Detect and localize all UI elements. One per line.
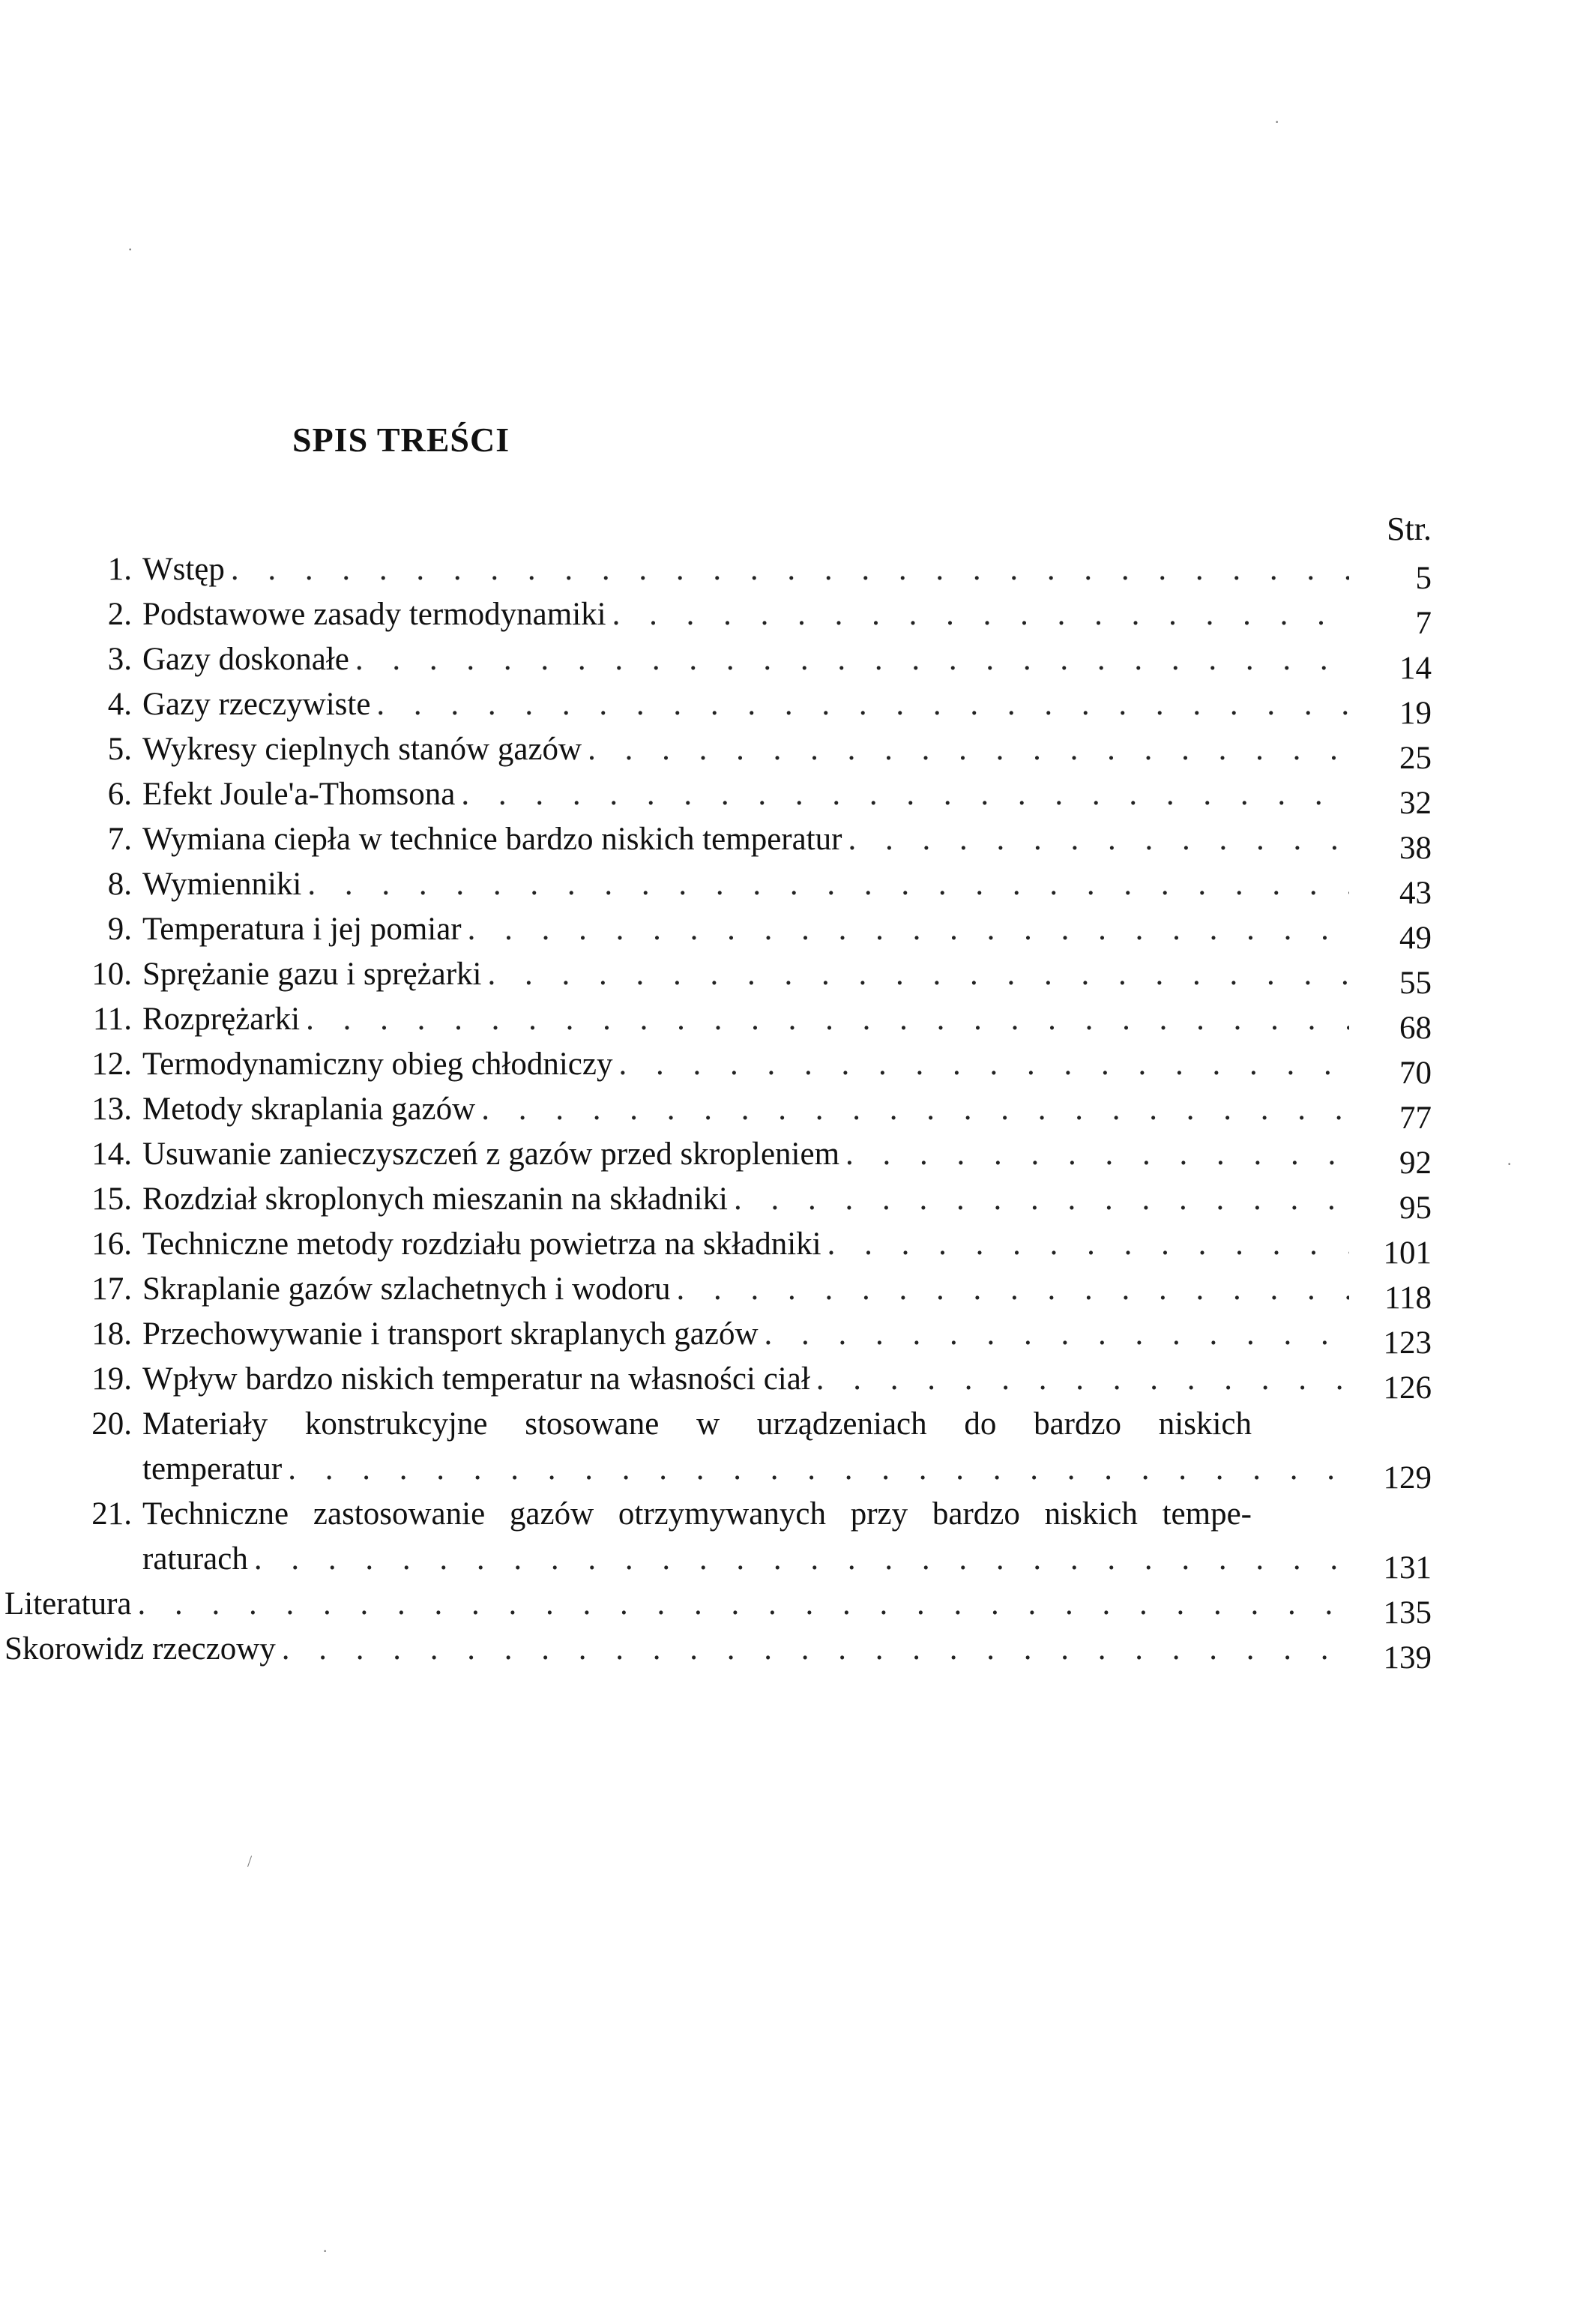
dot-leader (839, 1132, 1349, 1177)
entry-title-line-2: temperatur (142, 1451, 283, 1487)
dot-leader (455, 772, 1349, 817)
entry-title: Podstawowe zasady termodynamiki (142, 597, 606, 632)
entry-title: Gazy doskonałe (142, 642, 349, 677)
entry-page: 139 (1383, 1640, 1432, 1676)
scan-speck: · (1507, 1155, 1513, 1173)
entry-number: 16. (91, 1226, 132, 1262)
entry-page: 118 (1384, 1280, 1432, 1316)
entry-page: 131 (1383, 1550, 1432, 1586)
dot-leader (462, 907, 1349, 952)
entry-page: 7 (1415, 606, 1432, 641)
entry-page: 70 (1399, 1056, 1432, 1091)
entry-number: 19. (91, 1361, 132, 1397)
entry-page: 129 (1383, 1460, 1432, 1496)
entry-title: Temperatura i jej pomiar (142, 912, 462, 947)
entry-number: 10. (91, 957, 132, 992)
entry-page: 25 (1399, 741, 1432, 776)
entry-title: Wykresy cieplnych stanów gazów (142, 732, 582, 767)
entry-title: Wymiana ciepła w technice bardzo niskich temperatur (142, 822, 842, 857)
entry-number: 17. (91, 1271, 132, 1307)
toc-entry (0, 1582, 1432, 1631)
entry-number: 4. (107, 687, 132, 722)
entry-number: 7. (107, 822, 132, 857)
dot-leader (481, 952, 1349, 997)
entry-page: 43 (1399, 876, 1432, 911)
toc-entry (66, 547, 1432, 596)
entry-page: 55 (1399, 966, 1432, 1001)
dot-leader (248, 1537, 1349, 1582)
entry-page: 32 (1399, 786, 1432, 821)
toc-entry (0, 1627, 1432, 1676)
entry-number: 20. (91, 1406, 132, 1442)
toc-entry (66, 1402, 1432, 1496)
toc-entry (66, 1132, 1432, 1181)
dot-leader (728, 1177, 1349, 1222)
entry-title-line-1: Techniczne zastosowanie gazów otrzymywanych przy bardzo niskich tempe- (142, 1496, 1252, 1532)
toc-entry (66, 772, 1432, 821)
entry-number: 6. (107, 777, 132, 812)
entry-page: 14 (1399, 651, 1432, 686)
entry-number: 11. (92, 1002, 132, 1037)
toc-entry (66, 1312, 1432, 1361)
entry-page: 101 (1383, 1235, 1432, 1271)
toc-entry (66, 952, 1432, 1001)
entry-number: 21. (91, 1496, 132, 1532)
toc-entry (66, 817, 1432, 866)
entry-number: 14. (91, 1137, 132, 1172)
dot-leader (759, 1312, 1350, 1357)
toc-entry (66, 1042, 1432, 1091)
dot-leader (370, 682, 1349, 727)
entry-number: 5. (107, 732, 132, 767)
entry-title: Usuwanie zanieczyszczeń z gazów przed skropleniem (142, 1137, 840, 1172)
dot-leader (842, 817, 1349, 862)
dot-leader (582, 727, 1349, 772)
entry-title: Gazy rzeczywiste (142, 687, 371, 722)
entry-title-line-2: raturach (142, 1541, 248, 1577)
entry-page: 92 (1399, 1146, 1432, 1181)
entry-number: 12. (91, 1047, 132, 1082)
entry-page: 38 (1399, 831, 1432, 866)
toc-entry (66, 1222, 1432, 1271)
entry-page: 5 (1415, 561, 1432, 596)
scan-speck: / (247, 1852, 253, 1870)
entry-page: 68 (1399, 1011, 1432, 1046)
dot-leader (606, 592, 1349, 637)
entry-page: 135 (1383, 1595, 1432, 1631)
toc-entry (66, 637, 1432, 686)
entry-title: Metody skraplania gazów (142, 1092, 476, 1127)
entry-title: Efekt Joule'a-Thomsona (142, 777, 456, 812)
entry-page: 19 (1399, 696, 1432, 731)
scan-speck: · (1274, 112, 1280, 131)
toc-entry (66, 1357, 1432, 1406)
dot-leader (475, 1087, 1349, 1132)
dot-leader (810, 1357, 1349, 1402)
entry-number: 8. (107, 867, 132, 902)
toc-entry (66, 682, 1432, 731)
entry-title: Wstęp (142, 552, 225, 587)
entry-number: 13. (91, 1092, 132, 1127)
entry-title: Przechowywanie i transport skraplanych gazów (142, 1316, 759, 1352)
toc-entry (66, 592, 1432, 641)
scan-speck: · (127, 240, 133, 259)
page-title: SPIS TREŚCI (292, 421, 510, 459)
entry-title: Termodynamiczny obieg chłodniczy (142, 1047, 613, 1082)
entry-number: 15. (91, 1181, 132, 1217)
entry-title: Skraplanie gazów szlachetnych i wodoru (142, 1271, 671, 1307)
toc-entry (66, 1267, 1432, 1316)
dot-leader (225, 547, 1349, 592)
dot-leader (612, 1042, 1349, 1087)
entry-page: 95 (1399, 1190, 1432, 1226)
entry-number: 18. (91, 1316, 132, 1352)
dot-leader (349, 637, 1349, 682)
entry-page: 126 (1383, 1370, 1432, 1406)
dot-leader (821, 1222, 1349, 1267)
entry-page: 123 (1383, 1325, 1432, 1361)
dot-leader (301, 862, 1349, 907)
toc-entry (66, 727, 1432, 776)
entry-number: 9. (107, 912, 132, 947)
entry-page: 49 (1399, 921, 1432, 956)
dot-leader (300, 997, 1349, 1042)
entry-title: Techniczne metody rozdziału powietrza na składniki (142, 1226, 821, 1262)
entry-title: Sprężanie gazu i sprężarki (142, 957, 482, 992)
entry-title: Rozdział skroplonych mieszanin na składniki (142, 1181, 728, 1217)
entry-title: Skorowidz rzeczowy (4, 1631, 276, 1667)
toc-entry (66, 862, 1432, 911)
toc-entry (66, 1087, 1432, 1136)
dot-leader (670, 1267, 1349, 1312)
entry-number: 2. (107, 597, 132, 632)
entry-title: Wymienniki (142, 867, 302, 902)
toc-entry (66, 1492, 1432, 1586)
entry-title: Rozprężarki (142, 1002, 301, 1037)
entry-title: Literatura (4, 1586, 132, 1622)
table-of-contents (4, 547, 1432, 1676)
entry-title-line-1: Materiały konstrukcyjne stosowane w urządzeniach do bardzo niskich (142, 1406, 1252, 1442)
toc-entry (66, 907, 1432, 956)
entry-title: Wpływ bardzo niskich temperatur na własności ciał (142, 1361, 810, 1397)
entry-number: 3. (107, 642, 132, 677)
page-column-label: Str. (1387, 511, 1432, 547)
entry-page: 77 (1399, 1101, 1432, 1136)
dot-leader (282, 1447, 1349, 1492)
toc-entry (66, 1177, 1432, 1226)
dot-leader (276, 1627, 1349, 1672)
entry-number: 1. (107, 552, 132, 587)
dot-leader (132, 1582, 1349, 1627)
toc-entry (66, 997, 1432, 1046)
scan-speck: · (322, 2242, 328, 2260)
